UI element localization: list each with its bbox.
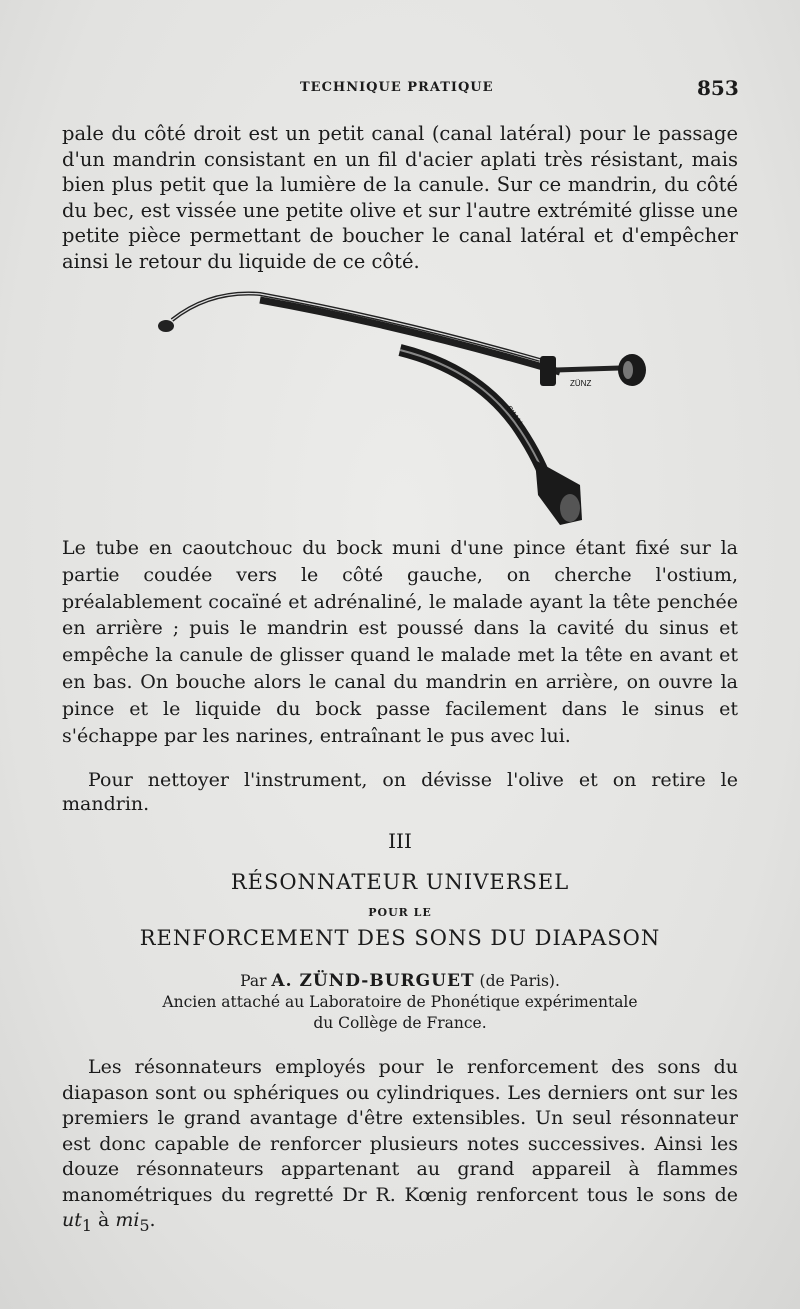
section-title-line1: RÉSONNATEUR UNIVERSEL [230,870,570,894]
note-mi: mi [115,1209,140,1231]
engraving-simal: SIMAL [504,403,526,429]
author-prefix: Par [240,972,272,990]
note-mi-subscript: 5 [139,1215,150,1235]
note-ut: ut [62,1209,82,1231]
author-name: A. ZÜND-BURGUET [271,971,475,991]
note-ut-subscript: 1 [81,1215,92,1235]
paragraph-mandrin-description: pale du côté droit est un petit canal (canal latéral) pour le passage d'un mandrin consistant en un fil d'acier aplati très résistant, mais bien plus petit que la lumière de la canule. Sur ce mandrin, du côté du bec, est vissée une petite olive et sur l'autre extrémité glisse une petite pièce permettant de boucher le canal latéral et d'empêcher ainsi le retour du liquide de ce côté. [62,122,738,273]
olive-tip [158,320,174,332]
affiliation-line2: du Collège de France. [313,1014,487,1032]
curved-side-arm [400,350,550,490]
blocking-piece [540,356,556,386]
resonators-end: . [149,1209,156,1231]
page-number: 853 [697,76,739,100]
paragraph-resonators [62,1055,738,1238]
section-title-line3: RENFORCEMENT DES SONS DU DIAPASON [139,926,661,950]
engraving-zunz: ZÜNZ [570,379,592,388]
section-title-line2: POUR LE [368,906,432,919]
resonators-text: Les résonnateurs employés pour le renforcement des sons du diapason sont ou sphériques ou cylindriques. Les derniers ont sur les premiers le grand avantage d'être extensibles. Un seul résonnateur est donc capable de renforcer plusieurs notes successives. Ainsi les douze résonnateurs appartenant au grand appareil à flammes manométriques du regretté Dr R. Kœnig renforcent tous le sons de [62,1056,738,1206]
cannula-illustration [150,280,660,530]
resonators-mid: à [91,1209,116,1231]
section-numeral: III [388,829,412,853]
running-title: TECHNIQUE PRATIQUE [300,80,494,95]
author-line [0,971,800,991]
paragraph-cleaning: Pour nettoyer l'instrument, on dévisse l'olive et on retire le mandrin. [62,769,738,815]
paragraph-procedure: Le tube en caoutchouc du bock muni d'une pince étant fixé sur la partie coudée vers le côté gauche, on cherche l'ostium, préalablement cocaïné et adrénaliné, le malade ayant la tête penchée en arrière ; puis le mandrin est poussé dans la cavité du sinus et empêche la canule de glisser quand le malade met la tête en avant et en bas. On bouche alors le canal du mandrin en arrière, on ouvre la pince et le liquide du bock passe facilement dans le sinus et s'échappe par les narines, entraînant le pus avec lui. [62,537,738,747]
author-suffix: (de Paris). [474,972,560,990]
running-header [0,76,800,100]
affiliation-line1: Ancien attaché au Laboratoire de Phonétique expérimentale [162,993,638,1011]
cannula-body [260,300,560,372]
